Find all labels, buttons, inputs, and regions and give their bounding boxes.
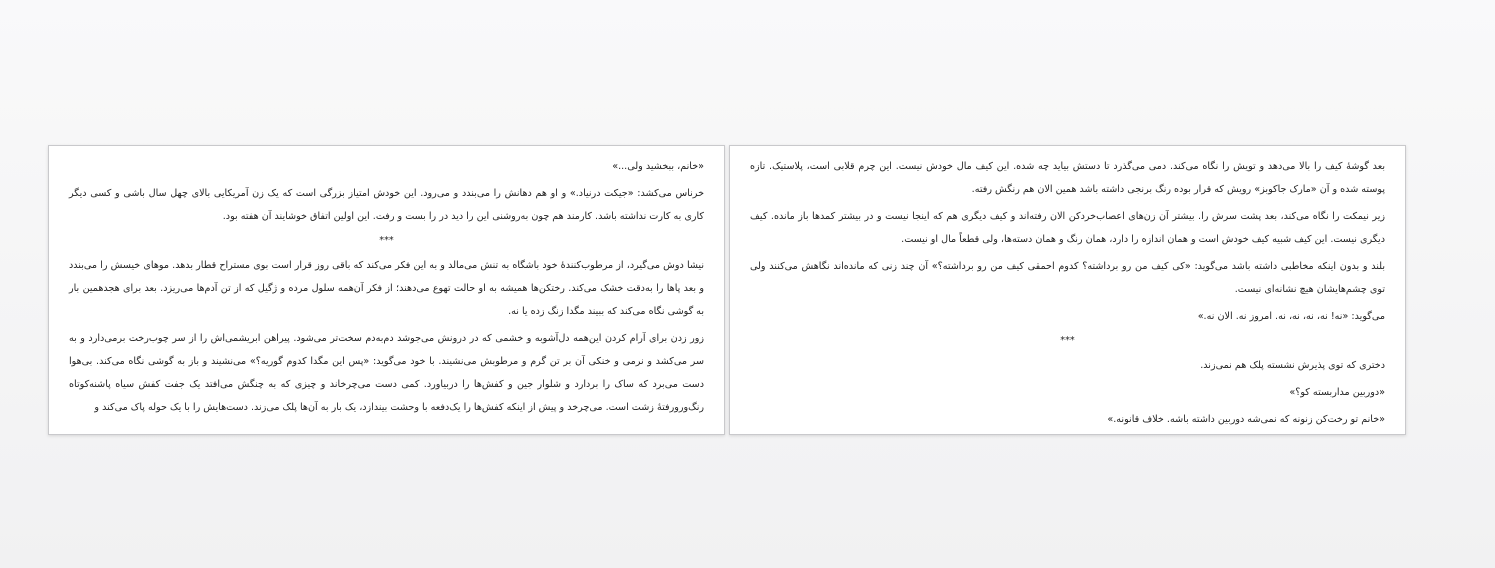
- page-right-paragraph-7: «خانم تو رخت‌کن زنونه که نمی‌شه دوربین داشته باشه. خلاف قانونه.»: [1107, 414, 1385, 425]
- page-right-paragraph-3: بلند و بدون اینکه مخاطبی داشته باشد می‌گوید: «کی کیف من رو برداشته؟ کدوم احمقی کیف من رو برداشته؟» آن چند زنی که مانده‌اند نگاهش می‌کنند ولی توی چشم‌هایشان هیچ نشانه‌ای نیست.: [750, 261, 1385, 295]
- page-right-paragraph-4: می‌گوید: «نه! نه، نه، نه، نه. امروز نه. الان نه.»: [1197, 311, 1385, 322]
- page-right-paragraph-6: «دوربین مداربسته کو؟»: [1289, 387, 1385, 398]
- page-left-paragraph-1: «خانم، ببخشید ولی...»: [612, 161, 704, 172]
- page-left-paragraph-3: نیشا دوش می‌گیرد، از مرطوب‌کنندهٔ خود باشگاه به تنش می‌مالد و به این فکر می‌کند که باقی روز قرار است بوی مستراح قطار بدهد. موهای خیسش را می‌بندد و بعد پاها را به‌دقت خشک می‌کند. رختکن‌ها همیشه به او حالت تهوع می‌دهند؛ از فکر آن‌همه سلول مرده و ژگیل که از تن آدم‌ها می‌ریزد. بعد برای هجدهمین بار به گوشی نگاه می‌کند که ببیند مگدا زنگ زده یا نه.: [69, 260, 704, 317]
- document-page-right: [729, 145, 1406, 435]
- page-right-paragraph-1: بعد گوشهٔ کیف را بالا می‌دهد و تویش را نگاه می‌کند. دمی می‌گذرد تا دستش بیاید چه شده. این کیف مال خودش نیست. این چرم قلابی است، پلاستیک. تازه پوسته شده و آن «مارک جاکوبز» رویش که قرار بوده رنگ برنجی داشته باشد همین الان هم رنگش رفته.: [750, 161, 1385, 195]
- section-separator: ***: [379, 235, 394, 246]
- document-page-left: [48, 145, 725, 435]
- page-right-paragraph-2: زیر نیمکت را نگاه می‌کند، بعد پشت سرش را. بیشتر آن زن‌های اعصاب‌خردکن الان رفته‌اند و کیف دیگری هم که اینجا نیست و در بیشتر کمدها باز مانده. کیف دیگری نیست. این کیف شبیه کیف خودش است و همان اندازه را دارد، همان رنگ و همان دسته‌ها، ولی قطعاً مال او نیست.: [750, 211, 1385, 245]
- page-left-paragraph-2: خرناس می‌کشد: «جیکت درنیاد.» و او هم دهانش را می‌بندد و می‌رود. این خودش امتیاز بزرگی است که یک زن آمریکایی بالای چهل سال باشی و کسی دیگر کاری به کارت نداشته باشد. کارمند هم چون به‌روشنی این را دید در را بست و رفت. این اولین اتفاق خوشایند آن هفته بود.: [69, 188, 704, 222]
- page-right-paragraph-5: دختری که توی پذیرش نشسته پلک هم نمی‌زند.: [1200, 360, 1385, 371]
- section-separator: ***: [1060, 335, 1075, 346]
- page-left-paragraph-4: زور زدن برای آرام کردن این‌همه دل‌آشوبه و خشمی که در درونش می‌جوشد دم‌به‌دم سخت‌تر می‌شود. پیراهن ابریشمی‌اش را از سر چوب‌رخت برمی‌دارد و به سر می‌کشد و نرمی و خنکی آن بر تن گرم و مرطوبش می‌نشیند. با خود می‌گوید: «پس این مگدا کدوم گوریه؟» می‌نشیند و باز به گوشی نگاه می‌کند. بی‌هوا دست می‌برد که ساک را بردارد و شلوار جین و کفش‌ها را دربیاورد. کمی دست می‌چرخاند و چیزی که به چنگش می‌افتد یک جفت کفش سیاه پاشنه‌کوتاه رنگ‌ورورفتهٔ زشت است. می‌چرخد و پیش از اینکه کفش‌ها را یک‌دفعه با وحشت بیندازد، یک بار به آن‌ها پلک می‌زند. دست‌هایش را با یک حوله پاک می‌کند و: [69, 333, 704, 413]
